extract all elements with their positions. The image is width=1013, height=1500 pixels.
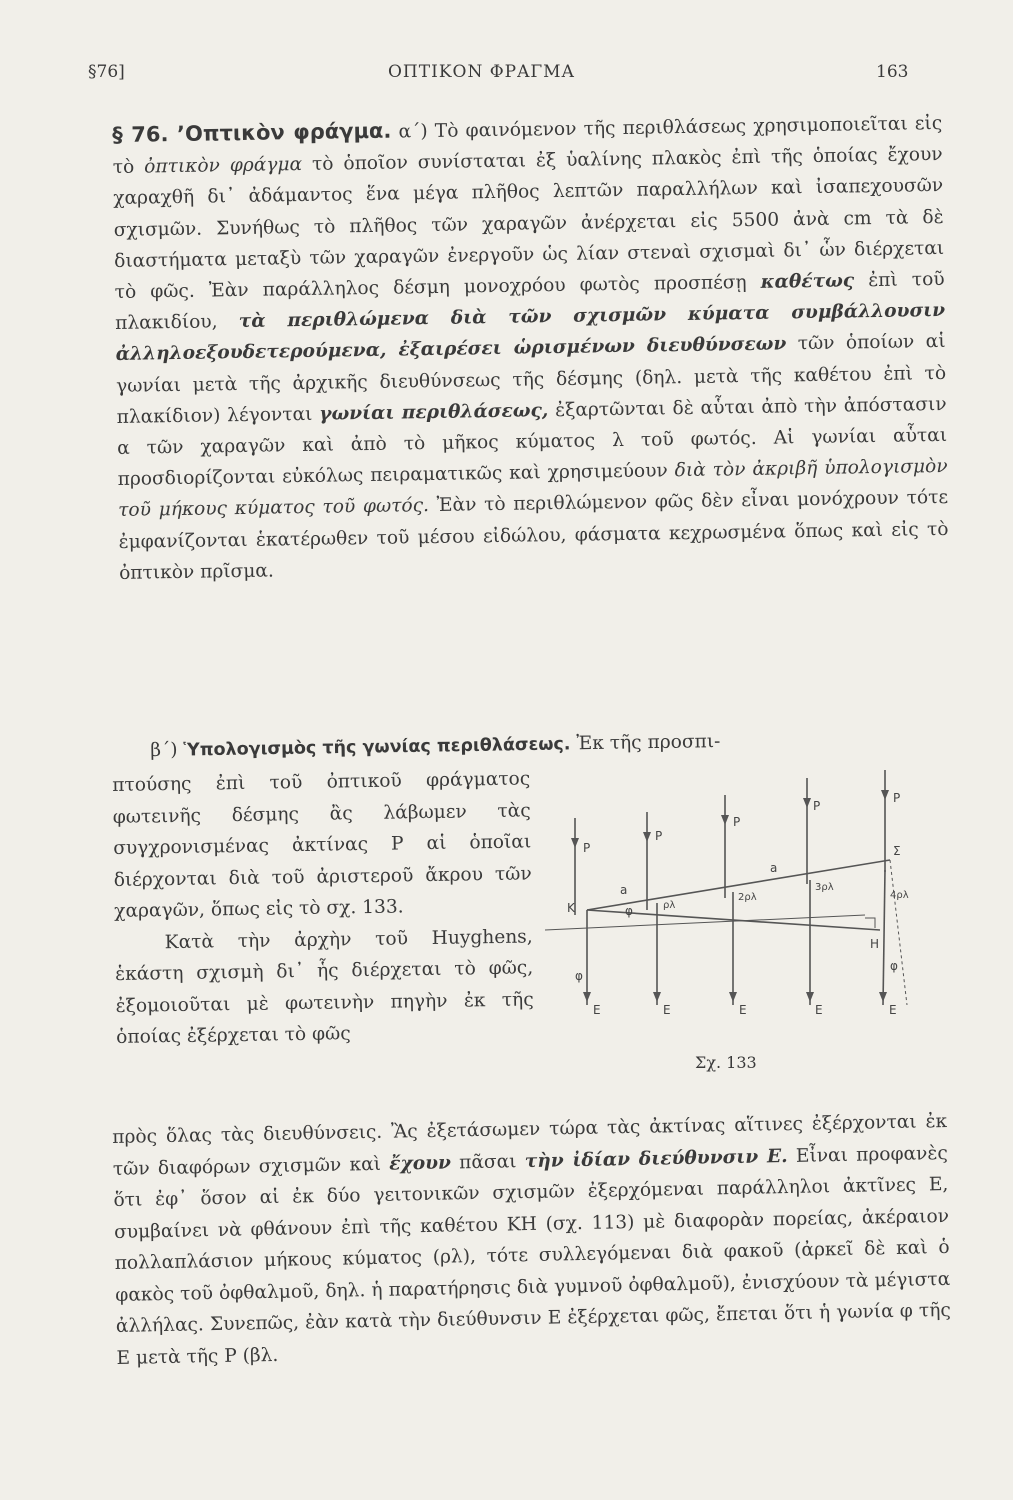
arrow-icon xyxy=(881,790,889,800)
grating-line-lower xyxy=(545,915,865,930)
label-phi: φ xyxy=(575,969,583,983)
label-path-2: 2ρλ xyxy=(738,892,757,903)
bold-term: γωνίαι περιθλάσεως, xyxy=(319,400,549,425)
text-run: ἐξαρτῶνται δὲ αὗται ἀπὸ τὴν ἀπόστασιν α τῶν χαραγῶν καὶ ἀπὸ τὸ μῆκος κύματος λ τοῦ φωτός. Αἱ γωνίαι αὗται προσδιορίζονται εὐκόλως πειραματικῶς καὶ χρησιμεύουν xyxy=(116,393,948,491)
label-path-4: 4ρλ xyxy=(890,890,909,901)
side-paragraph-2: Κατὰ τὴν ἀρχὴν τοῦ Huyghens, ἑκάστη σχισμὴ δι᾽ ἧς διέρχεται τὸ φῶς, ἐξομοιοῦται μὲ φωτεινὴν πηγὴν ἐκ τῆς ὁποίας ἐξέρχεται τὸ φῶς xyxy=(115,925,534,1048)
arrow-icon xyxy=(643,832,651,842)
paragraph-alpha xyxy=(112,107,949,589)
arrow-icon xyxy=(583,992,591,1002)
header-section-ref: §76] xyxy=(88,62,125,82)
section-heading: § 76. ’Οπτικὸν φράγμα. xyxy=(112,118,392,147)
text-run: ἐπὶ τοῦ πλακιδίου, xyxy=(115,268,945,335)
grating-diagram xyxy=(545,760,945,1030)
subsection-heading: Ὑπολογισμὸς τῆς γωνίας περιθλάσεως. xyxy=(183,734,571,761)
text-run: Εἶναι προφανὲς ὅτι ἐφ᾽ ὅσον αἱ ἐκ δύο γειτονικῶν σχισμῶν ἐξερχόμεναι παράλληλοι ἀκτῖνες Ε, συμβαίνει νὰ φθάνουν ἐπὶ τῆς καθέτου ΚΗ (σχ. 113) μὲ διαφορὰν πορείας, ἀκέραιον πολλαπλάσιον μήκους κύματος (ρλ), τότε συλλεγόμεναι διὰ φακοῦ (ἀρκεῖ δὲ καὶ ὁ φακὸς τοῦ ὀφθαλμοῦ, δηλ. ἡ παρατήρησις διὰ γυμνοῦ ὀφθαλμοῦ), ἐνισχύουν τὰ μέγιστα ἀλλήλας. Συνεπῶς, ἐὰν κατὰ τὴν διεύθυνσιν Ε ἐξέρχεται φῶς, ἔπεται ὅτι ἡ γωνία φ τῆς Ε μετὰ τῆς Ρ (βλ. xyxy=(113,1142,951,1369)
text-run: Ἐὰν τὸ περιθλώμενον φῶς δὲν εἶναι μονόχρουν τότε ἐμφανίζονται ἑκατέρωθεν τοῦ μέσου εἰδώλου, φάσματα κεχρωσμένα ὅπως καὶ εἰς τὸ ὀπτικὸν πρῖσμα. xyxy=(118,487,949,584)
label-p: P xyxy=(733,815,741,829)
running-title: ΟΠΤΙΚΟΝ ΦΡΑΓΜΑ xyxy=(388,62,575,82)
label-e: E xyxy=(889,1003,897,1017)
arrow-icon xyxy=(571,838,579,848)
arrow-icon xyxy=(729,992,737,1002)
label-e: E xyxy=(663,1003,671,1017)
label-p: P xyxy=(655,829,663,843)
label-e: E xyxy=(593,1003,601,1017)
label-path-1: ρλ xyxy=(663,900,676,911)
label-e: E xyxy=(815,1003,823,1017)
arrow-icon xyxy=(806,992,814,1002)
label-p: P xyxy=(813,799,821,813)
page-number: 163 xyxy=(876,62,909,82)
label-p: P xyxy=(583,841,591,855)
text-run: τῶν ὁποίων αἱ γωνίαι μετὰ τῆς ἀρχικῆς διευθύνσεως τῆς δέσμης (δηλ. μετὰ τῆς καθέτου ἐπὶ τὸ πλακίδιον) λέγονται xyxy=(116,331,947,428)
text-run: πᾶσαι xyxy=(450,1150,525,1173)
continuation-text xyxy=(112,1106,952,1374)
label-a: a xyxy=(770,861,778,875)
label-path-3: 3ρλ xyxy=(815,882,834,893)
figure-caption: Σχ. 133 xyxy=(695,1053,757,1072)
arrow-icon xyxy=(653,992,661,1002)
diffracted-ray-5 xyxy=(883,870,885,1005)
grating-diagram-svg xyxy=(545,760,945,1030)
label-sigma: Σ xyxy=(893,844,901,858)
bold-term: τὴν ἰδίαν διεύθυνσιν Ε. xyxy=(524,1145,788,1172)
page-header xyxy=(88,62,909,86)
text-run: α΄) Τὸ φαινόμενον τῆς περιθλάσεως χρησιμοποιεῖται εἰς τὸ xyxy=(112,112,943,179)
label-e: E xyxy=(739,1003,747,1017)
arrow-icon xyxy=(721,815,729,825)
subsection-label: β΄) xyxy=(150,739,184,761)
text-run: τὸ ὁποῖον συνίσταται ἐξ ὑαλίνης πλακὸς ἐπὶ τῆς ὁποίας ἔχουν χαραχθῆ δι᾽ ἀδάμαντος ἕνα μέγα πλῆθος λεπτῶν παραλλήλων καὶ ἰσαπεχουσῶν σχισμῶν. Συνήθως τὸ πλῆθος τῶν χαραγῶν ἀνέρχεται εἰς 5500 ἀνὰ cm τὰ δὲ διαστήματα μεταξὺ τῶν χαραγῶν ἐνεργοῦν ὡς λίαν στεναὶ σχισμαὶ δι᾽ ὧν διέρχεται τὸ φῶς. Ἐὰν παράλληλος δέσμη μονοχρόου φωτὸς προσπέσῃ xyxy=(113,144,945,303)
side-paragraph-1: πτούσης ἐπὶ τοῦ ὀπτικοῦ φράγματος φωτεινῆς δέσμης ἂς λάβωμεν τὰς συγχρονισμένας ἀκτίνας Ρ αἱ ὁποῖαι διέρχονται διὰ τοῦ ἀριστεροῦ ἄκρου τῶν χαραγῶν, ὅπως εἰς τὸ σχ. 133. xyxy=(112,768,532,922)
arrow-icon xyxy=(803,798,811,808)
reference-line xyxy=(890,860,907,1005)
bold-term: ἔχουν xyxy=(388,1152,452,1175)
bold-statement: τὰ περιθλώμενα διὰ τῶν σχισμῶν κύματα συμβάλλουσιν ἀλληλοεξουδετερούμενα, ἐξαιρέσει ὡρισμένων διευθύνσεων xyxy=(115,300,946,366)
label-phi: φ xyxy=(890,959,898,973)
label-phi: φ xyxy=(625,904,633,918)
italic-statement: διὰ τὸν ἀκριβῆ ὑπολογισμὸν τοῦ μήκους κύματος τοῦ φωτός. xyxy=(117,456,948,522)
italic-term: ὀπτικὸν φράγμα xyxy=(144,154,303,178)
label-k: K xyxy=(567,901,575,915)
label-h: H xyxy=(870,937,880,951)
label-a: a xyxy=(620,883,628,897)
bold-term: καθέτως xyxy=(760,270,855,293)
text-run: Ἐκ τῆς προσπι- xyxy=(570,731,721,755)
text-run: πρὸς ὅλας τὰς διευθύνσεις. Ἂς ἐξετάσωμεν τώρα τὰς ἀκτίνας αἵτινες ἐξέρχονται ἐκ τῶν διαφόρων σχισμῶν καὶ xyxy=(112,1110,948,1180)
arrow-icon xyxy=(879,992,887,1002)
side-column-text xyxy=(112,763,534,1053)
right-angle-mark xyxy=(865,918,875,928)
label-p: P xyxy=(893,791,901,805)
